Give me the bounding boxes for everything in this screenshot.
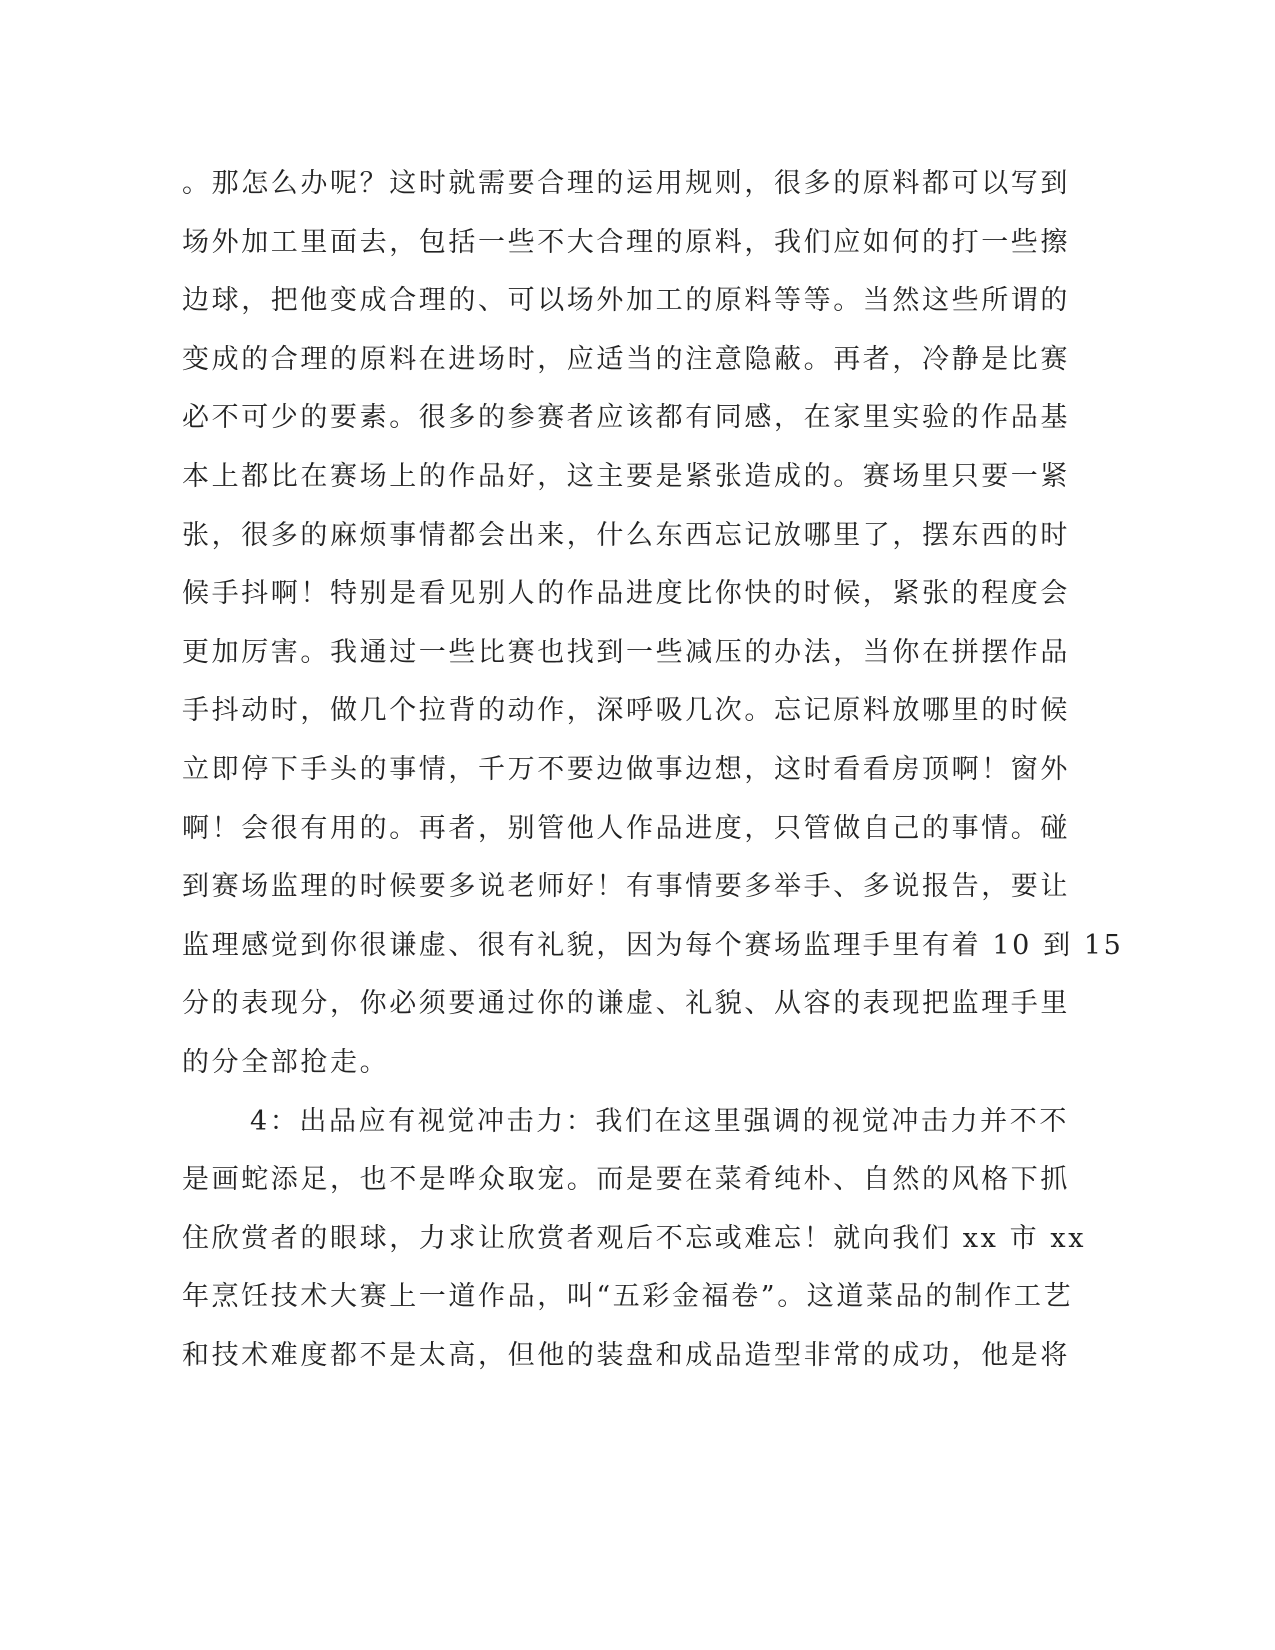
- text-line: 立即停下手头的事情，千万不要边做事边想，这时看看房顶啊！窗外: [182, 753, 1070, 785]
- text-line: 更加厉害。我通过一些比赛也找到一些减压的办法，当你在拼摆作品: [182, 636, 1070, 668]
- text-line: 到赛场监理的时候要多说老师好！有事情要多举手、多说报告，要让: [182, 871, 1070, 903]
- text-line: 和技术难度都不是太高，但他的装盘和成品造型非常的成功，他是将: [182, 1339, 1070, 1371]
- paragraph-2: [182, 1093, 1087, 1386]
- text-line: 4：出品应有视觉冲击力：我们在这里强调的视觉冲击力并不不: [250, 1105, 1069, 1137]
- text-line: 手抖动时，做几个拉背的动作，深呼吸几次。忘记原料放哪里的时候: [182, 695, 1070, 727]
- paragraph-1: [182, 155, 1124, 1093]
- text-line: 啊！会很有用的。再者，别管他人作品进度，只管做自己的事情。碰: [182, 812, 1070, 844]
- text-line: 住欣赏者的眼球，力求让欣赏者观后不忘或难忘！就向我们 xx 市 xx: [182, 1222, 1087, 1254]
- text-line: 候手抖啊！特别是看见别人的作品进度比你快的时候，紧张的程度会: [182, 578, 1070, 610]
- text-line: 变成的合理的原料在进场时，应适当的注意隐蔽。再者，冷静是比赛: [182, 343, 1070, 375]
- text-line: 的分全部抢走。: [182, 1046, 390, 1078]
- text-line: 是画蛇添足，也不是哗众取宠。而是要在菜肴纯朴、自然的风格下抓: [182, 1164, 1070, 1196]
- body-text: [182, 155, 1124, 1385]
- text-line: 场外加工里面去，包括一些不大合理的原料，我们应如何的打一些擦: [182, 226, 1070, 258]
- text-line: 张，很多的麻烦事情都会出来，什么东西忘记放哪里了，摆东西的时: [182, 519, 1070, 551]
- text-line: 必不可少的要素。很多的参赛者应该都有同感，在家里实验的作品基: [182, 402, 1070, 434]
- text-line: 边球，把他变成合理的、可以场外加工的原料等等。当然这些所谓的: [182, 285, 1070, 317]
- text-line: 。那怎么办呢？这时就需要合理的运用规则，很多的原料都可以写到: [182, 168, 1070, 199]
- text-line: 本上都比在赛场上的作品好，这主要是紧张造成的。赛场里只要一紧: [182, 460, 1070, 492]
- text-line: 年烹饪技术大赛上一道作品，叫“五彩金福卷”。这道菜品的制作工艺: [182, 1281, 1074, 1313]
- text-line: 分的表现分，你必须要通过你的谦虚、礼貌、从容的表现把监理手里: [182, 988, 1070, 1020]
- text-line: 监理感觉到你很谦虚、很有礼貌，因为每个赛场监理手里有着 10 到 15: [182, 929, 1124, 961]
